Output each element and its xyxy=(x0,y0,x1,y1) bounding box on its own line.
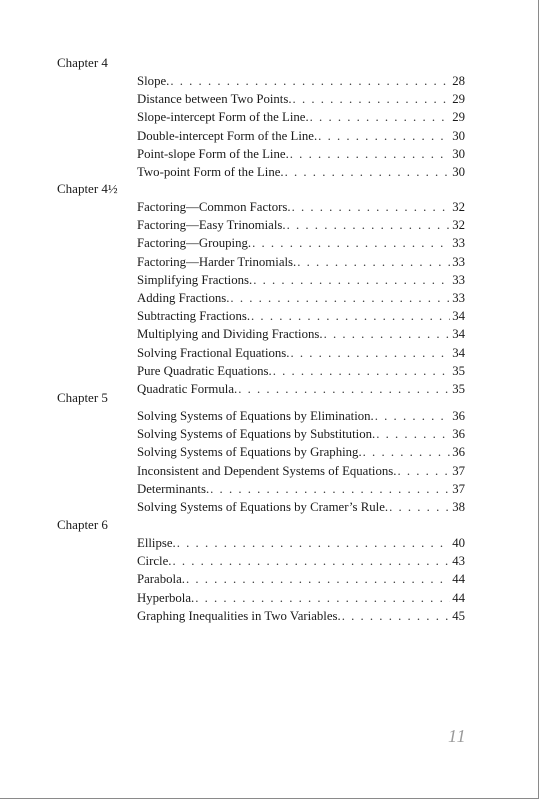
toc-entry-title: Hyperbola. xyxy=(137,590,195,605)
toc-entry-title: Circle. xyxy=(137,554,172,569)
toc-entry xyxy=(137,425,465,443)
chapter-title: Chapter 4 xyxy=(57,55,108,70)
toc-entry-page: 43 xyxy=(452,554,465,569)
toc-entry xyxy=(137,253,465,271)
toc-entry xyxy=(137,90,465,108)
toc-entry-title: Slope-intercept Form of the Line. xyxy=(137,110,309,125)
toc-entry xyxy=(137,108,465,126)
chapter-title: Chapter 4½ xyxy=(57,181,118,196)
toc-entry-title: Multiplying and Dividing Fractions. xyxy=(137,327,323,342)
dot-leader xyxy=(195,589,450,607)
toc-entry xyxy=(137,534,465,552)
chapter-4-section xyxy=(57,54,477,181)
chapter-6-section xyxy=(57,516,477,625)
toc-entry xyxy=(137,498,465,516)
toc-entry xyxy=(137,552,465,570)
chapter-5-section xyxy=(57,389,477,516)
chapter-title: Chapter 6 xyxy=(57,517,108,532)
toc-entry-page: 30 xyxy=(452,164,465,179)
toc-entry-page: 35 xyxy=(452,381,465,396)
toc-entry-page: 35 xyxy=(452,363,465,378)
toc-entry-page: 30 xyxy=(452,128,465,143)
toc-entry-page: 30 xyxy=(452,146,465,161)
toc-entry xyxy=(137,607,465,625)
toc-entry xyxy=(137,407,465,425)
toc-entry-title: Factoring—Easy Trinomials. xyxy=(137,218,286,233)
toc-entry-title: Solving Systems of Equations by Elimination. xyxy=(137,409,374,423)
dot-leader xyxy=(310,108,450,126)
toc-entry-page: 34 xyxy=(452,345,465,360)
toc-entry-title: Slope. xyxy=(137,74,170,88)
toc-entry-page: 36 xyxy=(452,409,465,423)
chapter-title: Chapter 5 xyxy=(57,390,108,405)
toc-entry-page: 29 xyxy=(452,92,465,107)
toc-entry-title: Factoring—Grouping. xyxy=(137,236,252,251)
toc-entry-page: 45 xyxy=(452,608,465,623)
toc-entry xyxy=(137,325,465,343)
toc-entry-title: Factoring—Harder Trinomials. xyxy=(137,254,297,269)
toc-entry-page: 33 xyxy=(452,236,465,251)
toc-entry-title: Two-point Form of the Line. xyxy=(137,164,284,179)
toc-entry xyxy=(137,163,465,181)
toc-entry xyxy=(137,307,465,325)
toc-entry xyxy=(137,271,465,289)
toc-entry-page: 32 xyxy=(452,200,465,214)
dot-leader xyxy=(285,163,450,181)
toc-entry xyxy=(137,72,465,90)
toc-entry xyxy=(137,344,465,362)
toc-entry-title: Distance between Two Points. xyxy=(137,92,292,107)
dot-leader xyxy=(375,407,450,425)
toc-entry-page: 33 xyxy=(452,290,465,305)
dot-leader xyxy=(292,198,450,216)
dot-leader xyxy=(397,462,450,480)
toc-entry-page: 32 xyxy=(452,218,465,233)
page-number: 11 xyxy=(448,726,467,746)
toc-entry-title: Solving Systems of Equations by Graphing. xyxy=(137,445,362,460)
toc-entry xyxy=(137,127,465,145)
toc-entry-title: Quadratic Formula. xyxy=(137,381,238,396)
toc-entry-page: 44 xyxy=(452,572,465,587)
toc-entry-title: Graphing Inequalities in Two Variables. xyxy=(137,608,341,623)
chapter-4-half-section xyxy=(57,180,477,398)
dot-leader xyxy=(297,253,450,271)
dot-leader xyxy=(273,362,450,380)
dot-leader xyxy=(389,498,450,516)
toc-entry-page: 33 xyxy=(452,254,465,269)
dot-leader xyxy=(253,271,450,289)
toc-entry-title: Parabola. xyxy=(137,572,185,587)
toc-entry-title: Determinants. xyxy=(137,481,210,496)
toc-entry-list xyxy=(57,72,477,181)
dot-leader xyxy=(293,90,450,108)
dot-leader xyxy=(170,72,450,90)
toc-entry-title: Simplifying Fractions. xyxy=(137,272,253,287)
dot-leader xyxy=(251,307,450,325)
toc-entry-list xyxy=(57,534,477,625)
dot-leader xyxy=(290,145,450,163)
toc-entry-page: 36 xyxy=(452,427,465,442)
dot-leader xyxy=(290,344,450,362)
toc-entry-title: Solving Fractional Equations. xyxy=(137,345,290,360)
toc-entry xyxy=(137,216,465,234)
dot-leader xyxy=(324,325,450,343)
toc-entry-title: Double-intercept Form of the Line. xyxy=(137,128,318,143)
toc-entry-title: Point-slope Form of the Line. xyxy=(137,146,289,161)
toc-entry-list xyxy=(57,198,477,398)
toc-entry-title: Solving Systems of Equations by Cramer’s Rule. xyxy=(137,499,389,514)
toc-entry xyxy=(137,462,465,480)
toc-entry-page: 40 xyxy=(452,536,465,550)
toc-entry xyxy=(137,289,465,307)
toc-entry-title: Adding Fractions. xyxy=(137,290,230,305)
dot-leader xyxy=(376,425,450,443)
toc-entry-page: 38 xyxy=(452,499,465,514)
toc-entry xyxy=(137,362,465,380)
toc-entry-page: 37 xyxy=(452,481,465,496)
toc-entry xyxy=(137,443,465,461)
dot-leader xyxy=(342,607,450,625)
toc-entry xyxy=(137,570,465,588)
dot-leader xyxy=(318,127,450,145)
toc-entry xyxy=(137,589,465,607)
dot-leader xyxy=(172,552,450,570)
toc-entry xyxy=(137,198,465,216)
toc-entry-title: Inconsistent and Dependent Systems of Equations. xyxy=(137,463,397,478)
toc-entry xyxy=(137,480,465,498)
toc-entry-page: 44 xyxy=(452,590,465,605)
toc-entry-page: 37 xyxy=(452,463,465,478)
toc-entry-page: 34 xyxy=(452,309,465,324)
dot-leader xyxy=(363,443,450,461)
toc-entry-title: Solving Systems of Equations by Substitution. xyxy=(137,427,376,442)
dot-leader xyxy=(210,480,450,498)
toc-entry-page: 36 xyxy=(452,445,465,460)
toc-entry-title: Subtracting Fractions. xyxy=(137,309,251,324)
toc-entry-title: Pure Quadratic Equations. xyxy=(137,363,272,378)
toc-entry-title: Factoring—Common Factors. xyxy=(137,200,291,214)
dot-leader xyxy=(177,534,450,552)
toc-entry-page: 33 xyxy=(452,272,465,287)
dot-leader xyxy=(287,216,450,234)
toc-entry-page: 28 xyxy=(452,74,465,88)
toc-entry-title: Ellipse. xyxy=(137,536,176,550)
dot-leader xyxy=(186,570,450,588)
toc-entry xyxy=(137,234,465,252)
dot-leader xyxy=(230,289,450,307)
toc-entry xyxy=(137,145,465,163)
toc-entry-list xyxy=(57,407,477,516)
dot-leader xyxy=(252,234,450,252)
toc-entry-page: 29 xyxy=(452,110,465,125)
toc-entry-page: 34 xyxy=(452,327,465,342)
